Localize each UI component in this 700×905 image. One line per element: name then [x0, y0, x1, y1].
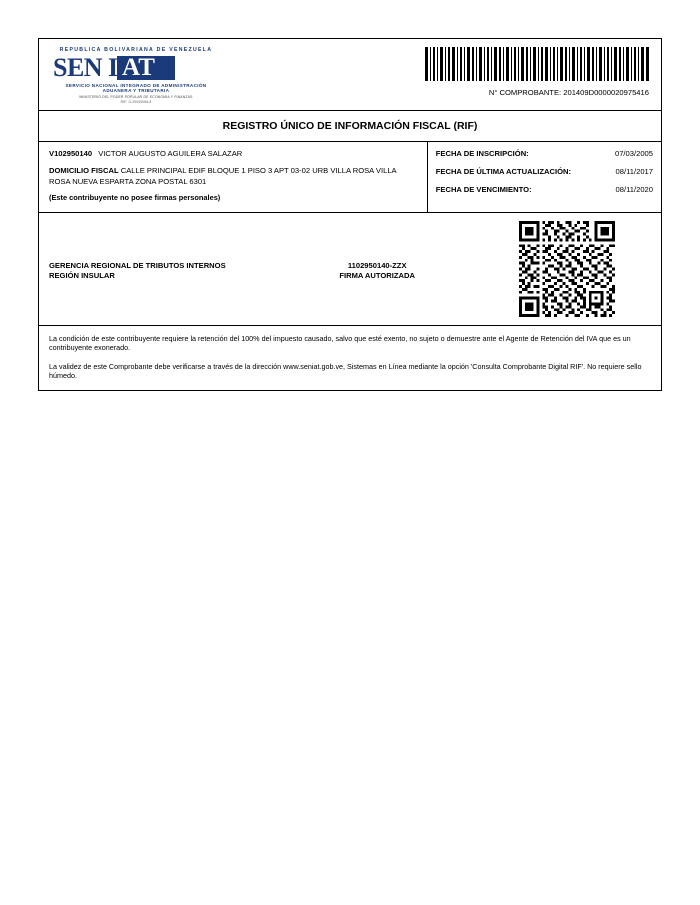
comprobante-value: 201409D0000020975416	[563, 88, 649, 97]
logo-republic-text: REPUBLICA BOLIVARIANA DE VENEZUELA	[59, 47, 213, 53]
rif-number: V102950140	[49, 148, 93, 158]
logo-subtitle-2: MINISTERIO DEL PODER POPULAR DE ECONOMÍA Y FINANZAS	[79, 94, 193, 99]
address-label: DOMICILIO FISCAL	[49, 165, 119, 175]
date-label: FECHA DE VENCIMIENTO:	[435, 184, 532, 194]
qr-area	[487, 213, 661, 325]
firma-label: FIRMA AUTORIZADA	[339, 270, 415, 280]
comprobante-line	[370, 88, 649, 97]
signature-text-area	[39, 213, 487, 325]
gerencia-block	[49, 261, 274, 281]
barcode-image	[425, 47, 649, 81]
logo-iat-text: AT	[122, 54, 155, 81]
date-row	[436, 149, 653, 158]
comprobante-label: N° COMPROBANTE:	[488, 88, 562, 97]
date-label: FECHA DE INSCRIPCIÓN:	[435, 148, 529, 158]
seniat-logo	[39, 39, 362, 110]
note-retention: La condición de este contribuyente requiere la retención del 100% del impuesto causado, salvo que esté exento, no sujeto o demuestre ante el Agente de Retención del IVA que es un contribuyente exonerado.	[49, 333, 631, 352]
page-title: REGISTRO ÚNICO DE INFORMACIÓN FISCAL (RIF)	[39, 111, 661, 142]
date-value: 08/11/2017	[615, 166, 653, 176]
logo-i-text: I	[108, 53, 119, 82]
rif-document	[38, 38, 662, 391]
date-value: 07/03/2005	[614, 148, 653, 158]
dates-panel	[428, 142, 661, 212]
date-row	[436, 167, 653, 176]
taxpayer-section	[39, 142, 661, 213]
address-line	[49, 165, 419, 187]
taxpayer-details	[39, 142, 428, 212]
logo-subtitle-1: SERVICIO NACIONAL INTEGRADO DE ADMINISTRACIÓN ADUANERA Y TRIBUTARIA	[65, 83, 207, 93]
date-row	[436, 185, 653, 194]
taxpayer-name: VICTOR AUGUSTO AGUILERA SALAZAR	[98, 148, 243, 158]
rif-line	[49, 149, 419, 158]
venezuela-flag-icon	[179, 58, 217, 77]
document-header	[39, 39, 661, 111]
date-value: 08/11/2020	[615, 184, 653, 194]
footer-notes	[39, 326, 661, 390]
note-validity: La validez de este Comprobante debe verificarse a través de la dirección www.seniat.gob.ve, Sistemas en Línea mediante la opción 'Consulta Comprobante Digital RIF'. No requiere sello húmedo.	[49, 361, 642, 380]
signature-section	[39, 213, 661, 326]
gerencia-line-1: GERENCIA REGIONAL DE TRIBUTOS INTERNOS	[49, 260, 226, 270]
firma-block	[274, 261, 481, 281]
qr-code-image	[519, 221, 615, 317]
date-label: FECHA DE ÚLTIMA ACTUALIZACIÓN:	[435, 166, 572, 176]
firma-code: 1102950140-ZZX	[347, 260, 407, 270]
logo-sen-text: SEN	[53, 53, 103, 82]
no-firms-note: (Este contribuyente no posee firmas personales)	[49, 192, 221, 202]
gerencia-line-2: REGIÓN INSULAR	[49, 270, 115, 280]
logo-subtitle-3: RIF: G-20000065-8	[120, 99, 152, 104]
logo-wordmark	[53, 55, 219, 81]
address-value: CALLE PRINCIPAL EDIF BLOQUE 1 PISO 3 APT 03-02 URB VILLA ROSA VILLA ROSA NUEVA ESPARTA ZONA POSTAL 6301	[49, 165, 397, 186]
barcode-area	[362, 39, 661, 110]
